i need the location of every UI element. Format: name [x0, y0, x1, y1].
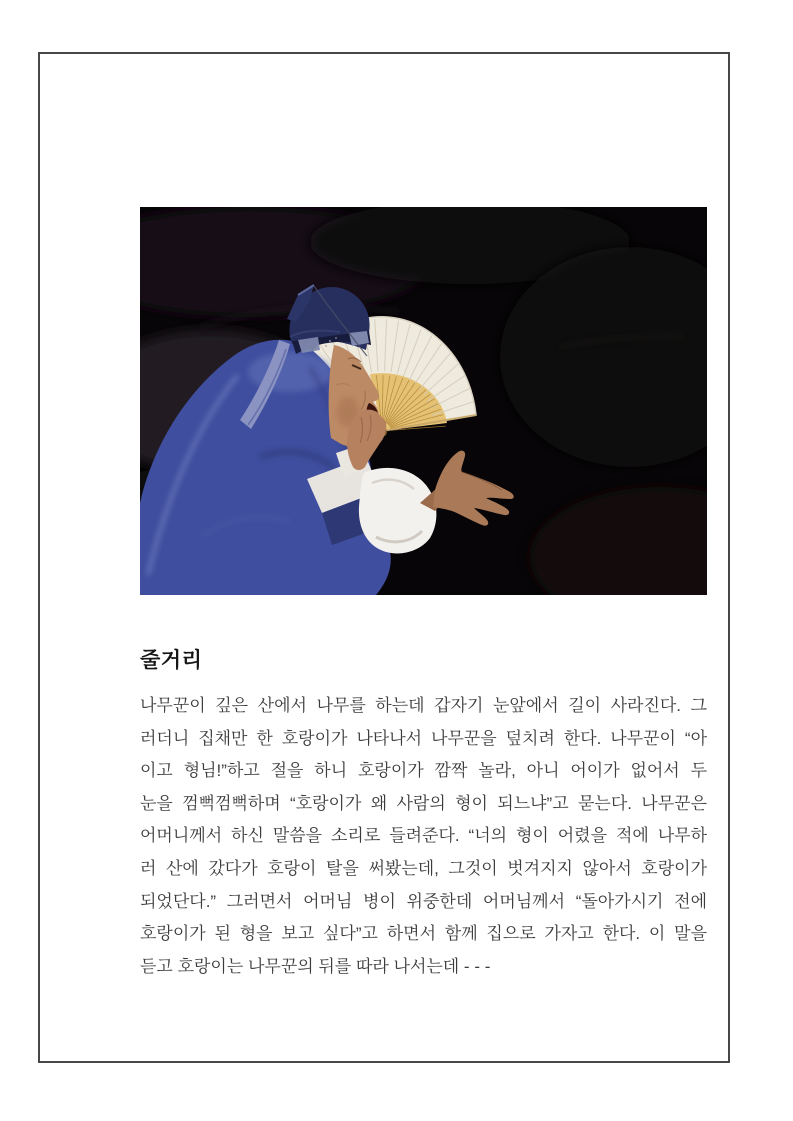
synopsis-paragraph [140, 690, 707, 983]
paragraph-line: 듣고 호랑이는 나무꾼의 뒤를 따라 나서는데 - - - [140, 956, 491, 976]
paragraph-line: 이고 형님!”하고 절을 하니 호랑이가 깜짝 놀라, 아니 어이가 없어서 두 [140, 761, 707, 781]
paragraph-line: 어머니께서 하신 말씀을 소리로 들려준다. “너의 형이 어렸을 적에 나무하 [140, 826, 707, 846]
paragraph-line: 되었단다.” 그러면서 어머님 병이 위중한데 어머님께서 “돌아가시기 전에 [140, 891, 707, 911]
paragraph-line: 러 산에 갔다가 호랑이 탈을 써봤는데, 그것이 벗겨지지 않아서 호랑이가 [140, 858, 707, 878]
performance-photo [140, 207, 707, 595]
synopsis-heading: 줄거리 [140, 649, 203, 672]
paragraph-line: 호랑이가 된 형을 보고 싶다”고 하면서 함께 집으로 가자고 한다. 이 말을 [140, 924, 707, 944]
photo-illustration [140, 207, 707, 595]
paragraph-line: 나무꾼이 깊은 산에서 나무를 하는데 갑자기 눈앞에서 길이 사라진다. 그 [140, 696, 707, 715]
paragraph-line: 러더니 집채만 한 호랑이가 나타나서 나무꾼을 덮치려 한다. 나무꾼이 “아 [140, 728, 707, 748]
paragraph-line: 눈을 껌뻑껌뻑하며 “호랑이가 왜 사람의 형이 되느냐”고 묻는다. 나무꾼은 [140, 793, 707, 813]
page-border [38, 52, 730, 1063]
